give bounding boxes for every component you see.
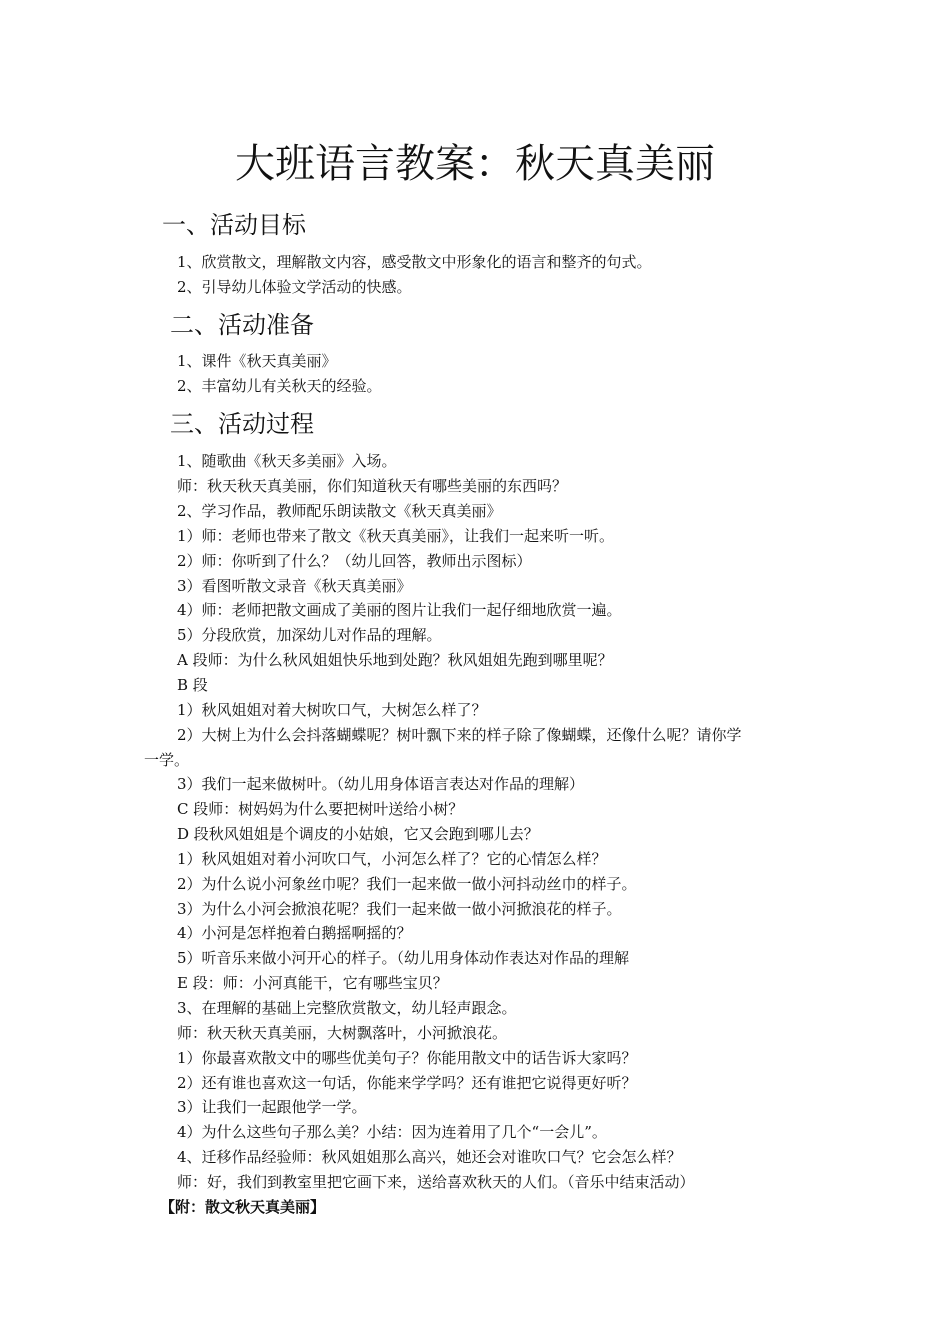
appendix-label: 【附：散文秋天真美丽】 (160, 1198, 326, 1216)
body-line: 5）听音乐来做小河开心的样子。（幼儿用身体动作表达对作品的理解 (177, 949, 630, 967)
body-line: 1）秋风姐姐对着小河吹口气，小河怎么样了？它的心情怎么样？ (177, 850, 607, 868)
body-line: 2）为什么说小河象丝巾呢？我们一起来做一做小河抖动丝巾的样子。 (177, 875, 637, 893)
body-line: 1）师：老师也带来了散文《秋天真美丽》，让我们一起来听一听。 (177, 527, 615, 545)
body-line: 2、引导幼儿体验文学活动的快感。 (177, 278, 412, 296)
body-line: 3、在理解的基础上完整欣赏散文，幼儿轻声跟念。 (177, 999, 517, 1017)
body-line: 5）分段欣赏，加深幼儿对作品的理解。 (177, 626, 442, 644)
body-line: 1）你最喜欢散文中的哪些优美句子？你能用散文中的话告诉大家吗？ (177, 1049, 637, 1067)
body-line: 3）为什么小河会掀浪花呢？我们一起来做一做小河掀浪花的样子。 (177, 900, 622, 918)
body-line: 1、课件《秋天真美丽》 (177, 352, 337, 370)
body-line: 2）师：你听到了什么？（幼儿回答，教师出示图标） (177, 552, 532, 570)
body-line: 2、学习作品，教师配乐朗读散文《秋天真美丽》 (177, 502, 502, 520)
section-heading-process: 三、活动过程 (170, 410, 314, 438)
section-heading-goals: 一、活动目标 (162, 211, 306, 239)
section-heading-preparation: 二、活动准备 (170, 311, 314, 339)
body-line: 3）让我们一起跟他学一学。 (177, 1098, 367, 1116)
body-line: 4）小河是怎样抱着白鹅摇啊摇的？ (177, 924, 412, 942)
body-line: 一学。 (144, 751, 190, 769)
document-title: 大班语言教案：秋天真美丽 (235, 141, 715, 187)
body-line: 4）师：老师把散文画成了美丽的图片让我们一起仔细地欣赏一遍。 (177, 601, 622, 619)
body-line: 师：好，我们到教室里把它画下来，送给喜欢秋天的人们。（音乐中结束活动） (177, 1173, 695, 1191)
body-line: 3）看图听散文录音《秋天真美丽》 (177, 577, 412, 595)
body-line: B 段 (177, 676, 208, 694)
body-line: D 段秋风姐姐是个调皮的小姑娘，它又会跑到哪儿去？ (177, 825, 539, 843)
body-line: 2、丰富幼儿有关秋天的经验。 (177, 377, 382, 395)
body-line: A 段师：为什么秋风姐姐快乐地到处跑？秋风姐姐先跑到哪里呢？ (177, 651, 613, 669)
body-line: 3）我们一起来做树叶。（幼儿用身体语言表达对作品的理解） (177, 775, 585, 793)
body-line: 2）大树上为什么会抖落蝴蝶呢？树叶飘下来的样子除了像蝴蝶，还像什么呢？请你学 (177, 726, 742, 744)
body-line: E 段：师：小河真能干，它有哪些宝贝？ (177, 974, 448, 992)
body-line: 2）还有谁也喜欢这一句话，你能来学学吗？还有谁把它说得更好听？ (177, 1074, 637, 1092)
body-line: 4）为什么这些句子那么美？小结：因为连着用了几个“一会儿”。 (177, 1123, 607, 1141)
body-line: 4、迁移作品经验师：秋风姐姐那么高兴，她还会对谁吹口气？它会怎么样？ (177, 1148, 682, 1166)
body-line: 1、欣赏散文，理解散文内容，感受散文中形象化的语言和整齐的句式。 (177, 253, 652, 271)
body-line: 师：秋天秋天真美丽，大树飘落叶，小河掀浪花。 (177, 1024, 508, 1042)
body-line: C 段师：树妈妈为什么要把树叶送给小树？ (177, 800, 464, 818)
body-line: 1）秋风姐姐对着大树吹口气，大树怎么样了？ (177, 701, 487, 719)
body-line: 1、随歌曲《秋天多美丽》入场。 (177, 452, 397, 470)
body-line: 师：秋天秋天真美丽，你们知道秋天有哪些美丽的东西吗？ (177, 477, 568, 495)
